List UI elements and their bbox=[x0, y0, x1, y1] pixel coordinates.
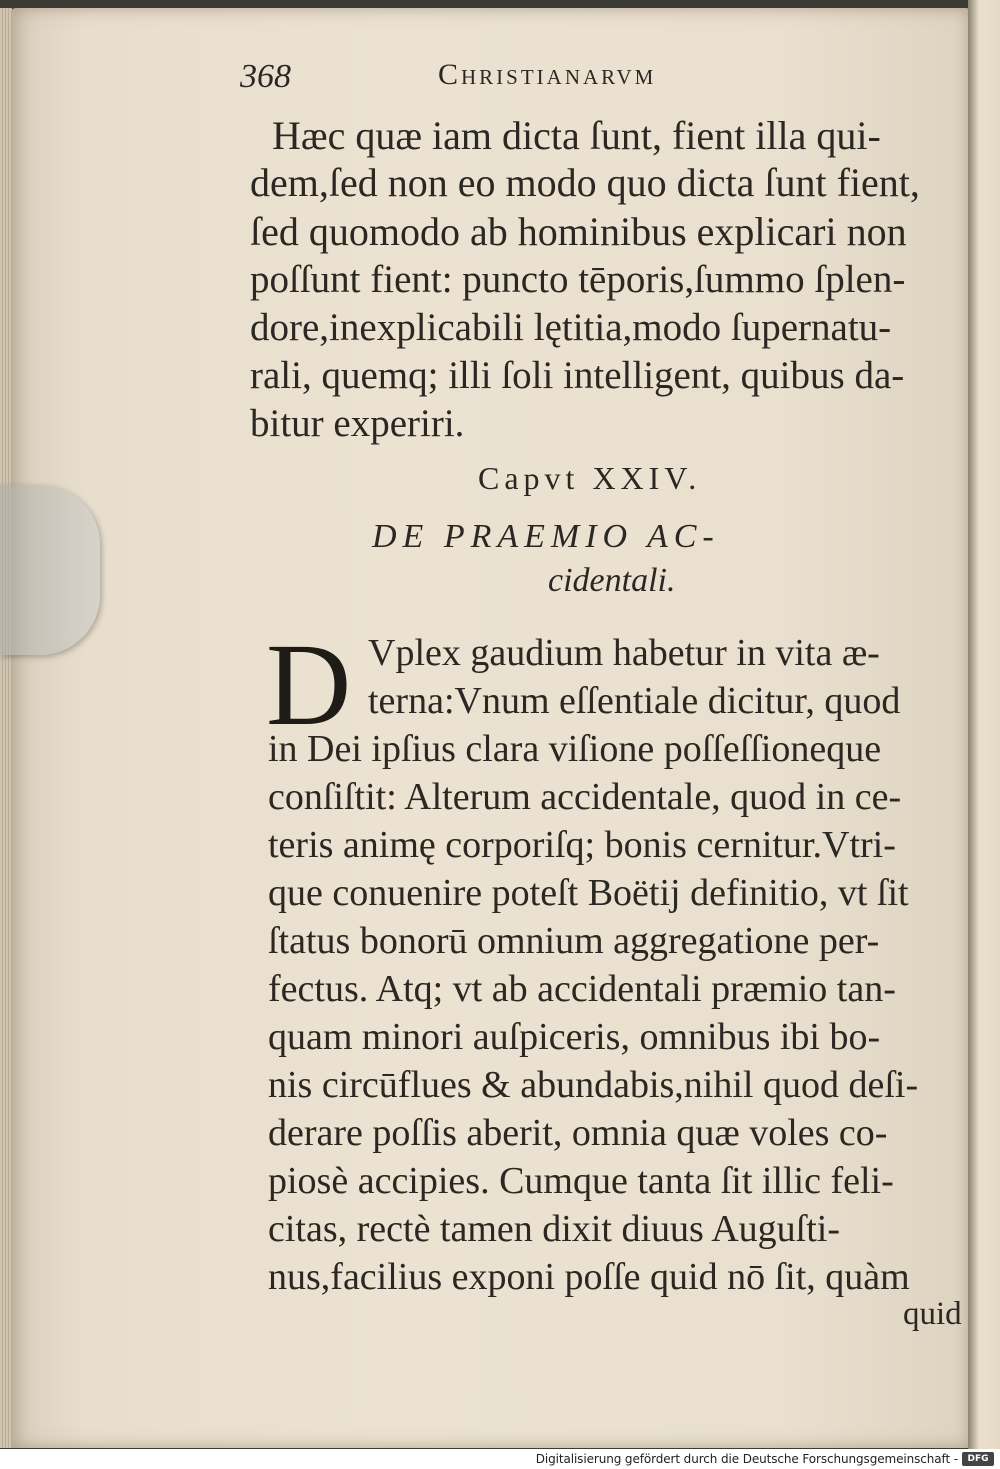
chapter-title: DE PRAEMIO AC- bbox=[372, 518, 720, 555]
page-clip bbox=[0, 485, 100, 655]
text-line: in Dei ipſius clara viſione poſſeſſioneque bbox=[268, 728, 882, 770]
text-line: fectus. Atq; vt ab accidentali præmio tan- bbox=[268, 968, 896, 1010]
page-number: 368 bbox=[240, 58, 291, 95]
text-line: nus,facilius exponi poſſe quid nō ſit, quàm bbox=[268, 1256, 910, 1298]
drop-cap-initial: D bbox=[266, 619, 352, 750]
chapter-title-continued: cidentali. bbox=[548, 562, 676, 599]
dfg-logo: DFG bbox=[962, 1452, 994, 1466]
text-line: citas, rectè tamen dixit diuus Auguſti- bbox=[268, 1208, 840, 1250]
text-line: ſed quomodo ab hominibus explicari non bbox=[250, 209, 907, 254]
running-head: Christianarvm bbox=[438, 58, 657, 91]
text-line: nis circūflues & abundabis,nihil quod deſi- bbox=[268, 1064, 919, 1106]
text-line: rali, quemq; illi ſoli intelligent, quibus da- bbox=[250, 354, 905, 397]
facing-page-edge bbox=[968, 0, 1000, 1449]
text-line: poſſunt fient: puncto tēporis,ſummo ſplen- bbox=[250, 258, 906, 301]
text-line: terna:Vnum eſſentiale dicitur, quod bbox=[368, 680, 901, 722]
text-line: ſtatus bonorū omnium aggregatione per- bbox=[268, 920, 880, 962]
text-line: que conuenire poteſt Boëtij definitio, vt ſit bbox=[268, 872, 909, 914]
text-line: Vplex gaudium habetur in vita æ- bbox=[368, 632, 880, 674]
text-line: teris animę corporiſq; bonis cernitur.Vtri- bbox=[268, 824, 896, 866]
text-line: dem,ſed non eo modo quo dicta ſunt fient, bbox=[250, 160, 920, 205]
text-line: piosè accipies. Cumque tanta ſit illic feli- bbox=[268, 1160, 894, 1202]
text-line: dore,inexplicabili lętitia,modo ſupernatu- bbox=[250, 306, 892, 349]
text-line: Hæc quæ iam dicta ſunt, fient illa qui- bbox=[272, 113, 881, 158]
chapter-heading: Capvt XXIV. bbox=[478, 460, 702, 496]
page-edges bbox=[0, 8, 12, 1448]
text-line: quam minori auſpiceris, omnibus ibi bo- bbox=[268, 1016, 881, 1058]
text-line: conſiſtit: Alterum accidentale, quod in ce- bbox=[268, 776, 902, 818]
catchword: quid bbox=[903, 1296, 962, 1332]
text-line: bitur experiri. bbox=[250, 402, 465, 445]
funding-credit: Digitalisierung gefördert durch die Deutsche Forschungsgemeinschaft - bbox=[535, 1452, 958, 1466]
footer-bar bbox=[0, 1449, 1000, 1469]
text-line: derare poſſis aberit, omnia quæ voles co- bbox=[268, 1112, 888, 1154]
